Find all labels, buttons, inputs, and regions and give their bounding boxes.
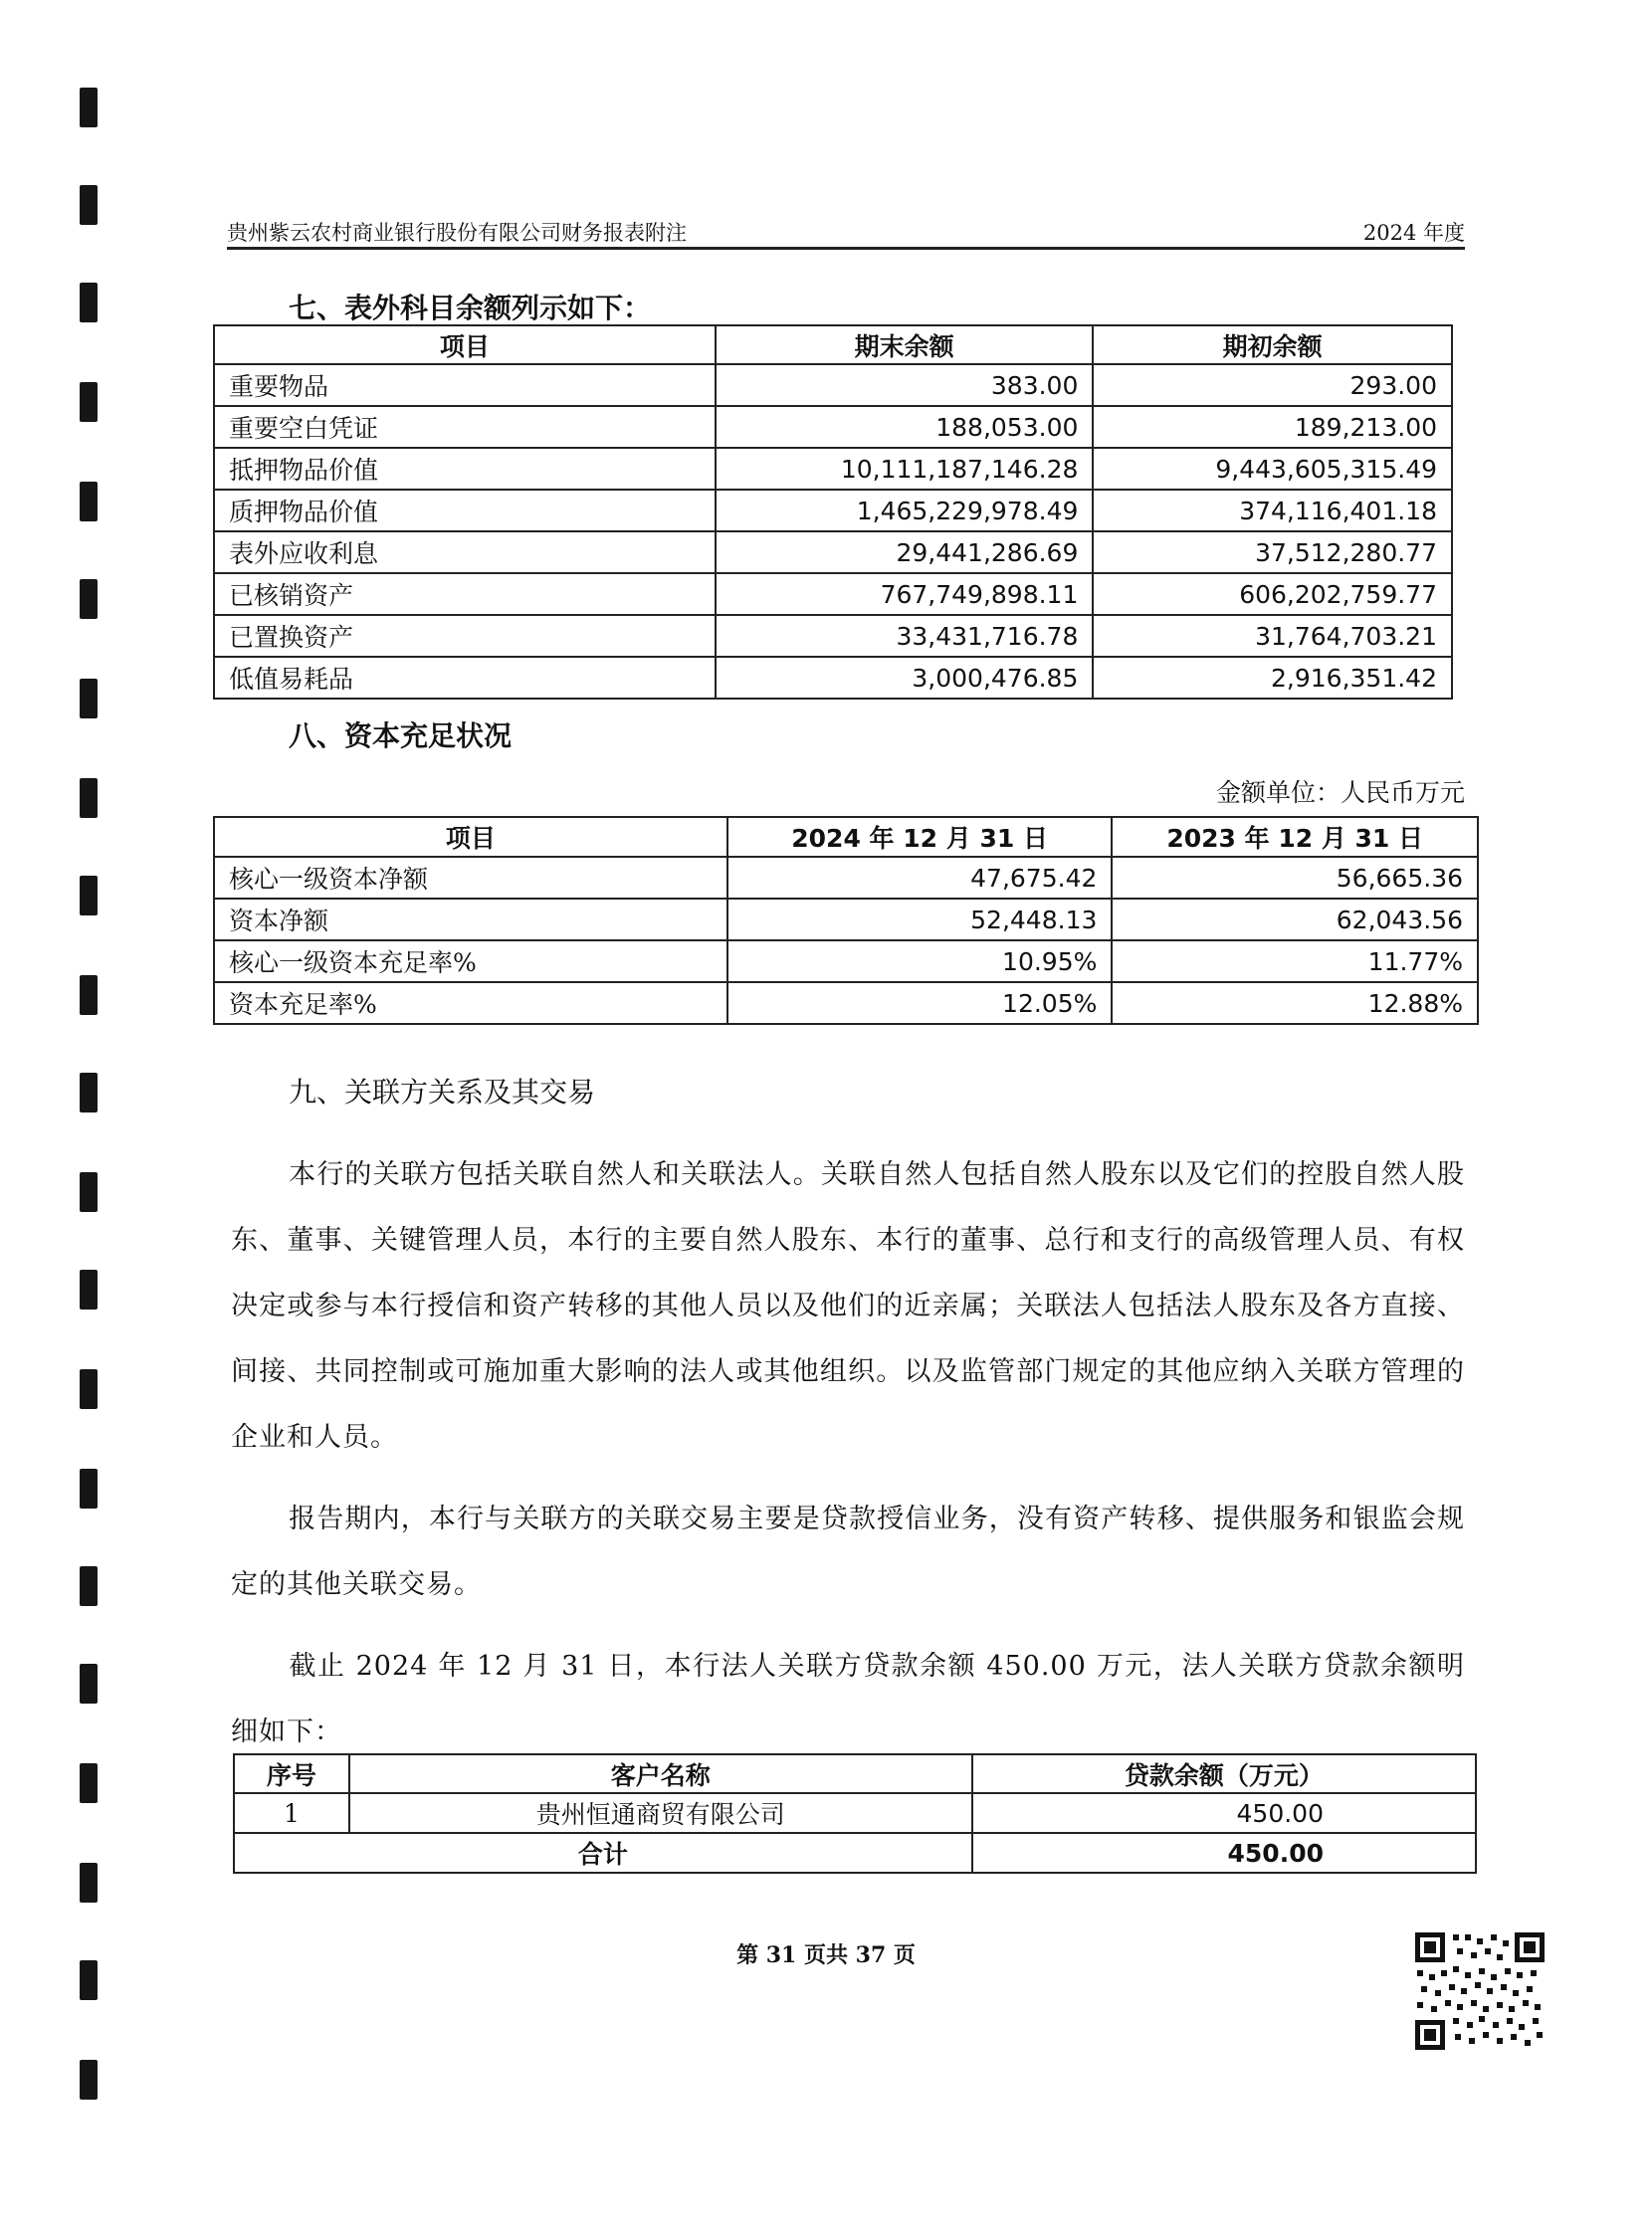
value-2023: 11.77% — [1112, 940, 1478, 982]
table-row — [214, 857, 1478, 899]
table-header-row — [214, 817, 1478, 857]
begin-balance: 2,916,351.42 — [1093, 657, 1452, 699]
end-balance: 33,431,716.78 — [716, 615, 1094, 657]
table-row — [214, 940, 1478, 982]
value-2024: 52,448.13 — [727, 899, 1113, 940]
col-header: 2023 年 12 月 31 日 — [1112, 817, 1478, 857]
paragraph-text: 本行的关联方包括关联自然人和关联法人。关联自然人包括自然人股东以及它们的控股自然人股东、董事、关键管理人员，本行的主要自然人股东、本行的董事、总行和支行的高级管理人员、有权决定或参与本行授信和资产转移的其他人员以及他们的近亲属；关联法人包括法人股东及各方直接、间接、共同控制或可施加重大影响的法人或其他组织。以及监管部门规定的其他应纳入关联方管理的企业和人员。 — [231, 1159, 1465, 1453]
binding-mark — [80, 2060, 98, 2100]
value-2023: 62,043.56 — [1112, 899, 1478, 940]
end-balance: 10,111,187,146.28 — [716, 448, 1094, 490]
col-header: 客户名称 — [349, 1754, 972, 1793]
begin-balance: 37,512,280.77 — [1093, 531, 1452, 573]
binding-mark — [80, 185, 98, 225]
page-number: 第 31 页共 37 页 — [736, 1942, 916, 1968]
begin-balance: 189,213.00 — [1093, 406, 1452, 448]
total-label: 合计 — [234, 1833, 972, 1873]
binding-mark — [80, 1172, 98, 1212]
end-balance: 29,441,286.69 — [716, 531, 1094, 573]
total-row — [234, 1833, 1476, 1873]
section7-title: 七、表外科目余额列示如下： — [289, 292, 652, 324]
end-balance: 1,465,229,978.49 — [716, 490, 1094, 531]
table-row — [214, 657, 1452, 699]
header-title: 贵州紫云农村商业银行股份有限公司财务报表附注 — [227, 221, 687, 245]
col-header: 序号 — [234, 1754, 349, 1793]
paragraph-text: 报告期内，本行与关联方的关联交易主要是贷款授信业务，没有资产转移、提供服务和银监会规定的其他关联交易。 — [231, 1504, 1465, 1600]
table-row — [214, 982, 1478, 1024]
table-row — [214, 531, 1452, 573]
table-row — [214, 573, 1452, 615]
row-label: 核心一级资本充足率% — [214, 940, 727, 982]
binding-mark — [80, 1763, 98, 1803]
paragraph-text: 截止 2024 年 12 月 31 日，本行法人关联方贷款余额 450.00 万元，法人关联方贷款余额明细如下： — [231, 1651, 1465, 1747]
end-balance: 3,000,476.85 — [716, 657, 1094, 699]
row-label: 已核销资产 — [214, 573, 716, 615]
col-header: 项目 — [214, 325, 716, 364]
table-row — [214, 899, 1478, 940]
value-2023: 56,665.36 — [1112, 857, 1478, 899]
related-loan-table — [233, 1753, 1477, 1874]
binding-mark — [80, 88, 98, 127]
binding-mark — [80, 579, 98, 619]
table-header-row — [234, 1754, 1476, 1793]
row-label: 抵押物品价值 — [214, 448, 716, 490]
binding-mark — [80, 679, 98, 718]
table-row — [214, 406, 1452, 448]
begin-balance: 9,443,605,315.49 — [1093, 448, 1452, 490]
page-header — [227, 217, 1465, 250]
binding-mark — [80, 975, 98, 1015]
value-2024: 12.05% — [727, 982, 1113, 1024]
binding-mark — [80, 1073, 98, 1112]
col-header: 2024 年 12 月 31 日 — [727, 817, 1113, 857]
table-row — [214, 448, 1452, 490]
binding-mark — [80, 1369, 98, 1409]
value-2023: 12.88% — [1112, 982, 1478, 1024]
related-party-paragraph — [231, 1142, 1465, 1471]
table-row — [214, 364, 1452, 406]
end-balance: 383.00 — [716, 364, 1094, 406]
offbalance-table — [213, 324, 1453, 700]
capital-adequacy-table — [213, 816, 1479, 1025]
customer-name: 贵州恒通商贸有限公司 — [349, 1793, 972, 1833]
unit-note: 金额单位：人民币万元 — [1215, 778, 1465, 807]
row-label: 重要空白凭证 — [214, 406, 716, 448]
col-header: 项目 — [214, 817, 727, 857]
row-label: 质押物品价值 — [214, 490, 716, 531]
section9-title: 九、关联方关系及其交易 — [289, 1076, 596, 1109]
end-balance: 767,749,898.11 — [716, 573, 1094, 615]
row-label: 核心一级资本净额 — [214, 857, 727, 899]
loan-balance-paragraph — [231, 1634, 1465, 1765]
value-2024: 10.95% — [727, 940, 1113, 982]
binding-mark — [80, 1469, 98, 1509]
total-amount: 450.00 — [972, 1833, 1476, 1873]
loan-amount: 450.00 — [972, 1793, 1476, 1833]
binding-mark — [80, 778, 98, 818]
value-2024: 47,675.42 — [727, 857, 1113, 899]
table-row — [214, 615, 1452, 657]
col-header: 期初余额 — [1093, 325, 1452, 364]
binding-mark — [80, 382, 98, 422]
table-header-row — [214, 325, 1452, 364]
row-label: 资本充足率% — [214, 982, 727, 1024]
header-year: 2024 年度 — [1362, 221, 1465, 245]
binding-mark — [80, 1566, 98, 1606]
qr-code-icon — [1413, 1930, 1547, 2052]
col-header: 贷款余额（万元） — [972, 1754, 1476, 1793]
begin-balance: 293.00 — [1093, 364, 1452, 406]
table-row — [214, 490, 1452, 531]
end-balance: 188,053.00 — [716, 406, 1094, 448]
row-number: 1 — [234, 1793, 349, 1833]
begin-balance: 31,764,703.21 — [1093, 615, 1452, 657]
binding-mark — [80, 1270, 98, 1310]
table-row — [234, 1793, 1476, 1833]
binding-mark — [80, 482, 98, 521]
row-label: 重要物品 — [214, 364, 716, 406]
row-label: 表外应收利息 — [214, 531, 716, 573]
binding-mark — [80, 1664, 98, 1704]
col-header: 期末余额 — [716, 325, 1094, 364]
begin-balance: 606,202,759.77 — [1093, 573, 1452, 615]
row-label: 已置换资产 — [214, 615, 716, 657]
row-label: 低值易耗品 — [214, 657, 716, 699]
transactions-paragraph — [231, 1487, 1465, 1618]
row-label: 资本净额 — [214, 899, 727, 940]
binding-mark — [80, 283, 98, 322]
binding-mark — [80, 1863, 98, 1903]
section8-title: 八、资本充足状况 — [289, 719, 513, 752]
binding-mark — [80, 876, 98, 915]
begin-balance: 374,116,401.18 — [1093, 490, 1452, 531]
